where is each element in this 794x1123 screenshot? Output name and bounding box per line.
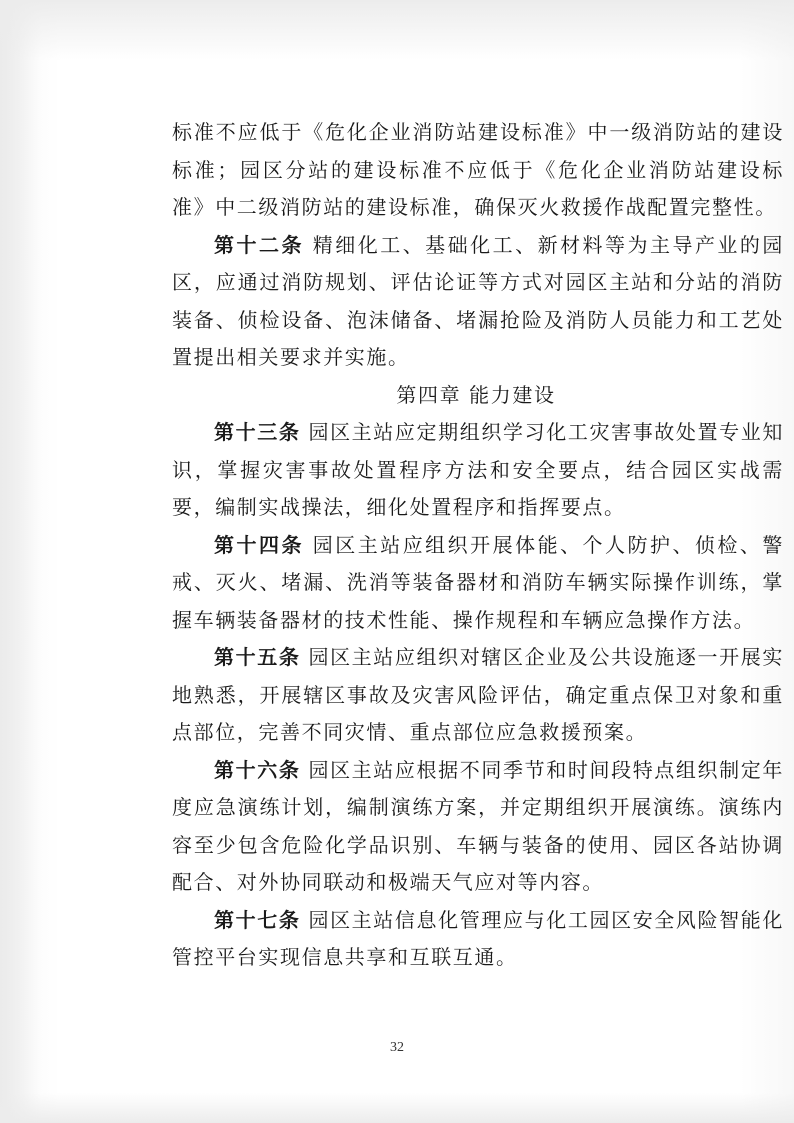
article-text: 园区主站信息化管理应与化工园区安全风险智能化管控平台实现信息共享和互联互通。 bbox=[172, 907, 784, 969]
chapter-heading: 第四章 能力建设 bbox=[396, 382, 556, 407]
article-number: 第十四条 bbox=[214, 532, 304, 557]
article-13 bbox=[172, 414, 784, 527]
article-text: 精细化工、基础化工、新材料等为主导产业的园区，应通过消防规划、评估论证等方式对园区主站和分站的消防装备、侦检设备、泡沫储备、堵漏抢险及消防人员能力和工艺处置提出相关要求并实施。 bbox=[172, 232, 784, 369]
article-16 bbox=[172, 752, 784, 902]
article-text: 园区主站应组织对辖区企业及公共设施逐一开展实地熟悉，开展辖区事故及灾害风险评估，确定重点保卫对象和重点部位，完善不同灾情、重点部位应急救援预案。 bbox=[172, 645, 784, 744]
scan-shadow-bottom bbox=[0, 1093, 794, 1123]
article-17 bbox=[172, 902, 784, 977]
article-number: 第十七条 bbox=[214, 907, 301, 932]
paragraph-text: 标准不应低于《危化企业消防站建设标准》中一级消防站的建设标准；园区分站的建设标准不应低于《危化企业消防站建设标准》中二级消防站的建设标准，确保灭火救援作战配置完整性。 bbox=[172, 120, 784, 219]
article-text: 园区主站应组织开展体能、个人防护、侦检、警戒、灭火、堵漏、洗消等装备器材和消防车辆实际操作训练，掌握车辆装备器材的技术性能、操作规程和车辆应急操作方法。 bbox=[172, 532, 784, 632]
article-12 bbox=[172, 227, 784, 377]
scan-shadow-left bbox=[0, 0, 40, 1123]
article-number: 第十二条 bbox=[214, 232, 304, 257]
article-number: 第十五条 bbox=[214, 645, 301, 669]
article-text: 园区主站应根据不同季节和时间段特点组织制定年度应急演练计划，编制演练方案，并定期组织开展演练。演练内容至少包含危险化学品识别、车辆与装备的使用、园区各站协调配合、对外协同联动和极端天气应对等内容。 bbox=[172, 757, 784, 894]
article-14 bbox=[172, 527, 784, 640]
document-body bbox=[172, 114, 784, 977]
article-number: 第十三条 bbox=[214, 420, 301, 444]
scan-shadow-top bbox=[0, 0, 794, 60]
article-text: 园区主站应定期组织学习化工灾害事故处置专业知识，掌握灾害事故处置程序方法和安全要点，结合园区实战需要，编制实战操法，细化处置程序和指挥要点。 bbox=[172, 420, 784, 519]
page-number: 32 bbox=[390, 1040, 404, 1055]
article-number: 第十六条 bbox=[214, 757, 301, 782]
paragraph-continuation bbox=[172, 114, 784, 227]
article-15 bbox=[172, 639, 784, 752]
